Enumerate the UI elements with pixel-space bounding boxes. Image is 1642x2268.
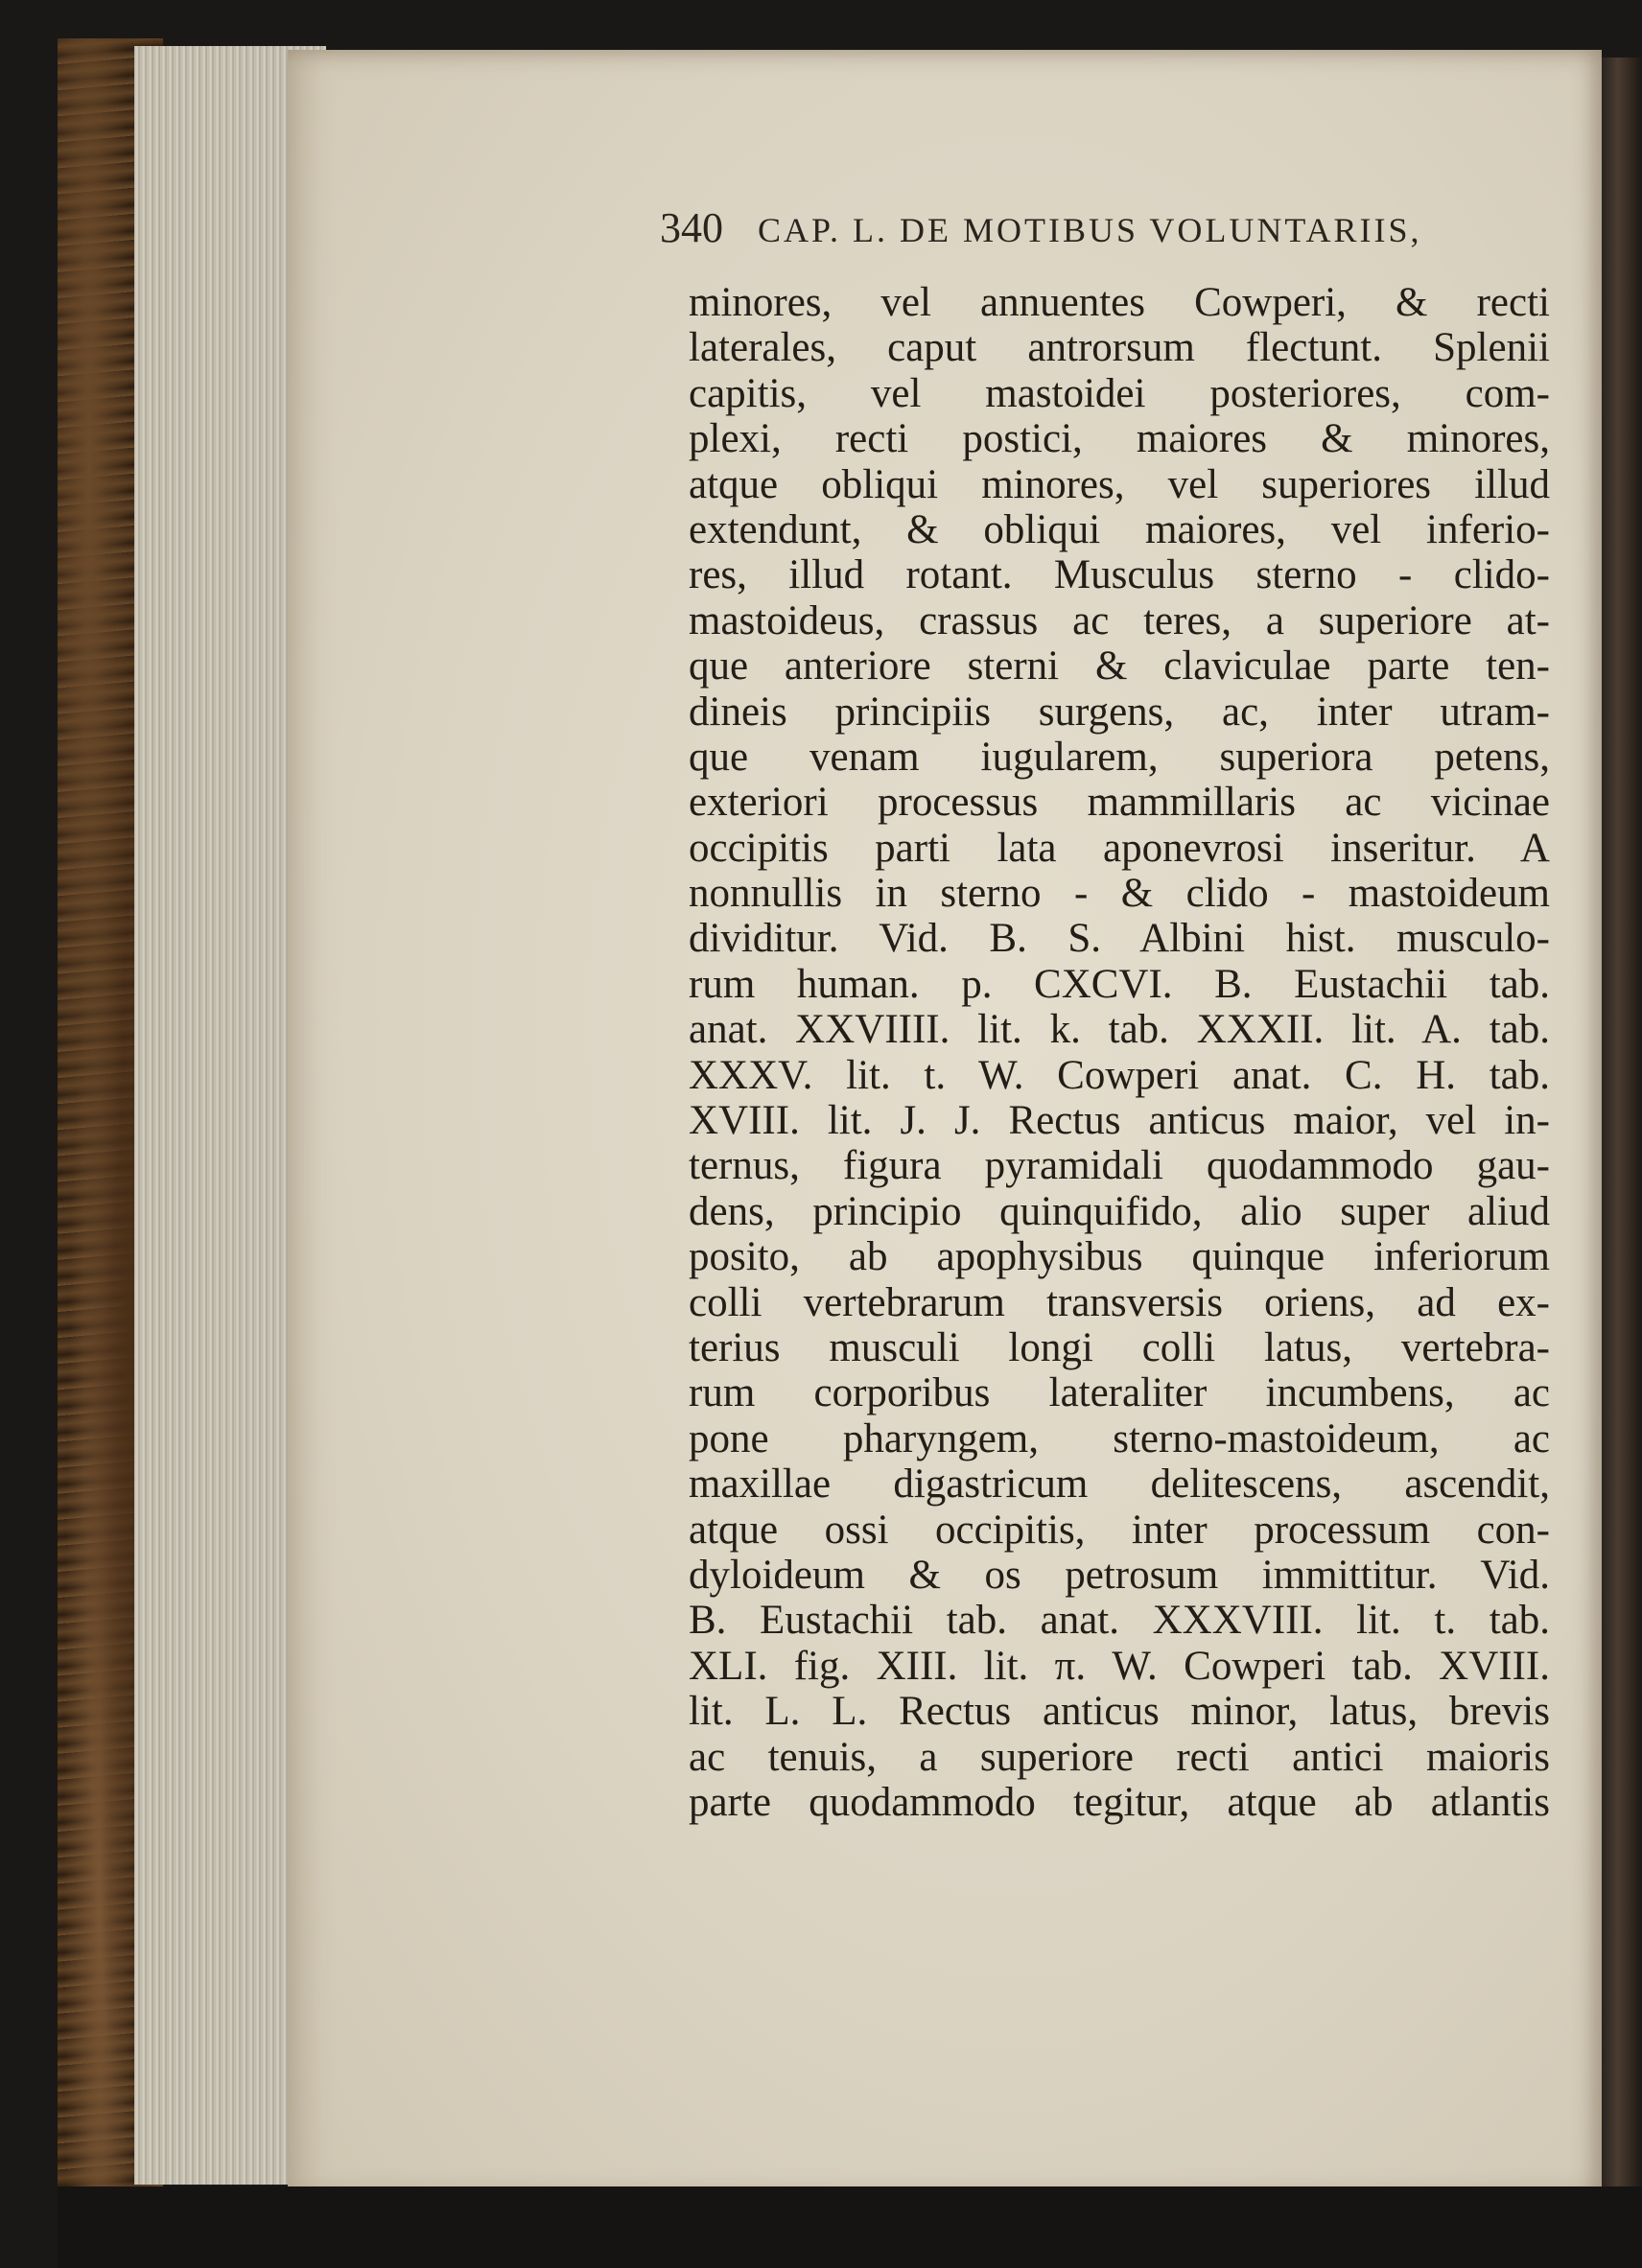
text-line: pone pharyngem, sterno-mastoideum, ac bbox=[689, 1415, 1550, 1461]
text-line: parte quodammodo tegitur, atque ab atlantis bbox=[689, 1779, 1550, 1825]
text-line: nonnullis in sterno - & clido - mastoideum bbox=[689, 871, 1550, 917]
text-line: atque obliqui minores, vel superiores illud bbox=[689, 461, 1550, 507]
text-line: rum corporibus lateraliter incumbens, ac bbox=[689, 1370, 1550, 1416]
text-line: rum human. p. CXCVI. B. Eustachii tab. bbox=[689, 961, 1550, 1007]
text-line: occipitis parti lata aponevrosi inseritur. A bbox=[689, 825, 1550, 871]
text-line: minores, vel annuentes Cowperi, & recti bbox=[689, 280, 1550, 325]
page-number: 340 bbox=[660, 204, 723, 251]
text-line: anat. XXVIIII. lit. k. tab. XXXII. lit. A. tab. bbox=[689, 1007, 1550, 1053]
text-line: capitis, vel mastoidei posteriores, com- bbox=[689, 370, 1550, 416]
running-head: CAP. L. DE MOTIBUS VOLUNTARIIS, bbox=[758, 211, 1422, 249]
text-line: res, illud rotant. Musculus sterno - clido- bbox=[689, 552, 1550, 598]
body-text bbox=[689, 280, 1550, 1825]
gutter-shadow bbox=[1602, 58, 1642, 2186]
page-header bbox=[660, 203, 1523, 261]
text-line: XXXV. lit. t. W. Cowperi anat. C. H. tab. bbox=[689, 1052, 1550, 1098]
text-line: extendunt, & obliqui maiores, vel inferio- bbox=[689, 506, 1550, 552]
text-line: dyloideum & os petrosum immittitur. Vid. bbox=[689, 1552, 1550, 1598]
text-line: B. Eustachii tab. anat. XXXVIII. lit. t. tab. bbox=[689, 1598, 1550, 1644]
text-line: que venam iugularem, superiora petens, bbox=[689, 734, 1550, 780]
text-line: dens, principio quinquifido, alio super aliud bbox=[689, 1188, 1550, 1234]
text-line: ac tenuis, a superiore recti antici maioris bbox=[689, 1734, 1550, 1780]
text-line: laterales, caput antrorsum flectunt. Splenii bbox=[689, 325, 1550, 371]
text-line: ternus, figura pyramidali quodammodo gau- bbox=[689, 1143, 1550, 1189]
text-line: dividitur. Vid. B. S. Albini hist. musculo- bbox=[689, 916, 1550, 962]
text-line: que anteriore sterni & claviculae parte ten- bbox=[689, 643, 1550, 690]
text-line: plexi, recti postici, maiores & minores, bbox=[689, 416, 1550, 462]
text-line: lit. L. L. Rectus anticus minor, latus, brevis bbox=[689, 1689, 1550, 1735]
text-line: exteriori processus mammillaris ac vicinae bbox=[689, 780, 1550, 826]
text-line: dineis principiis surgens, ac, inter utram- bbox=[689, 689, 1550, 735]
text-line: mastoideus, crassus ac teres, a superiore at- bbox=[689, 597, 1550, 643]
text-line: colli vertebrarum transversis oriens, ad ex- bbox=[689, 1279, 1550, 1325]
text-line: XVIII. lit. J. J. Rectus anticus maior, vel in- bbox=[689, 1098, 1550, 1144]
text-line: terius musculi longi colli latus, vertebra- bbox=[689, 1324, 1550, 1370]
text-line: maxillae digastricum delitescens, ascendit, bbox=[689, 1461, 1550, 1508]
bottom-background bbox=[58, 2186, 1642, 2268]
text-line: XLI. fig. XIII. lit. π. W. Cowperi tab. XVIII. bbox=[689, 1643, 1550, 1689]
text-line: atque ossi occipitis, inter processum con- bbox=[689, 1507, 1550, 1553]
text-line: posito, ab apophysibus quinque inferiorum bbox=[689, 1234, 1550, 1280]
